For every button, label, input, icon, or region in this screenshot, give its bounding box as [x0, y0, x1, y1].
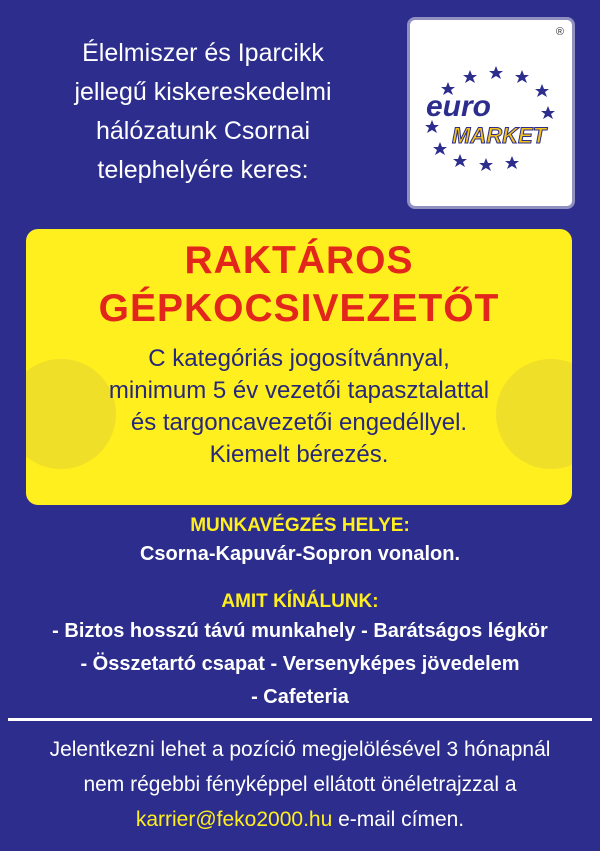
requirement-line: és targoncavezetői engedéllyel. [130, 409, 468, 436]
footer-suffix: e-mail címen. [332, 808, 465, 831]
logo-graphic [410, 20, 572, 206]
requirement-line: Kiemelt bérezés. [209, 441, 389, 468]
intro-line: hálózatunk Csornai [95, 117, 310, 145]
requirement-line: minimum 5 év vezetői tapasztalattal [108, 377, 490, 404]
intro-line: telephelyére keres: [97, 156, 309, 184]
registered-mark: ® [555, 26, 564, 38]
application-info [0, 732, 600, 837]
job-title-line1: RAKTÁROS [184, 239, 414, 282]
offer-line: - Cafeteria [251, 686, 349, 708]
euromarket-logo [407, 17, 575, 209]
footer-line [0, 802, 600, 837]
requirements [26, 343, 572, 471]
logo-word-euro: euro [426, 90, 492, 123]
intro-line: jellegű kiskereskedelmi [74, 78, 332, 106]
footer-line: Jelentkezni lehet a pozíció megjelölésével 3 hónapnál [49, 738, 551, 761]
email-link[interactable]: karrier@feko2000.hu [135, 808, 333, 831]
offer-heading: AMIT KÍNÁLUNK: [221, 591, 379, 612]
intro-line: Élelmiszer és Iparcikk [82, 39, 324, 67]
footer-line: nem régebbi fényképpel ellátott önéletrajzzal a [83, 773, 517, 796]
offer-line: - Biztos hosszú távú munkahely - Barátságos légkör [52, 620, 548, 642]
logo-word-market: MARKET [452, 123, 547, 148]
job-highlight-box [26, 229, 572, 505]
divider [8, 718, 592, 721]
offer-line: - Összetartó csapat - Versenyképes jövedelem [80, 653, 520, 675]
intro-text [18, 34, 388, 190]
workplace-text: Csorna-Kapuvár-Sopron vonalon. [139, 543, 461, 565]
requirement-line: C kategóriás jogosítvánnyal, [148, 345, 450, 372]
job-title-line2: GÉPKOCSIVEZETŐT [98, 287, 500, 330]
workplace-heading: MUNKAVÉGZÉS HELYE: [190, 515, 410, 536]
